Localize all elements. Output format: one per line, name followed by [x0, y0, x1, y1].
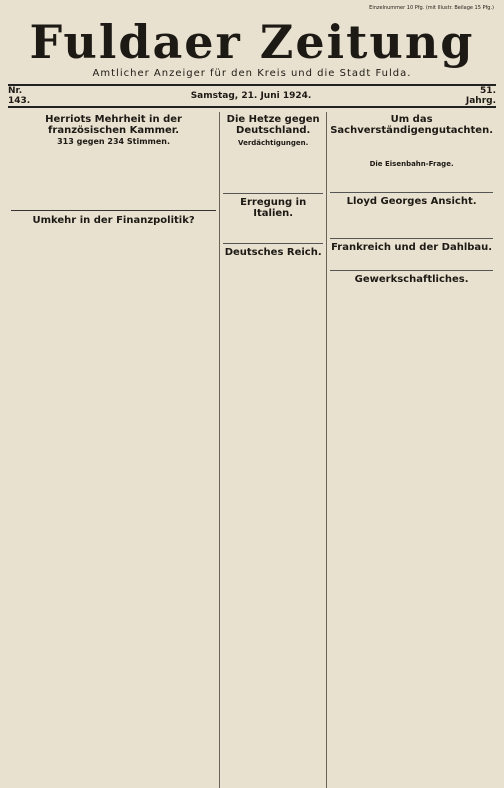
- headline-dahlbau: Frankreich und der Dahlbau.: [331, 241, 493, 253]
- rundfunk-section: [11, 210, 216, 256]
- finanz-body: [11, 227, 216, 256]
- issue-infobar: [8, 84, 496, 108]
- italien-text: [223, 220, 323, 240]
- divider: [223, 243, 323, 244]
- headline-hetze: Die Hetze gegen Deutschland.: [226, 114, 320, 136]
- divider: [330, 192, 493, 193]
- hetze-text: [223, 148, 323, 190]
- issue-date: Samstag, 21. Juni 1924.: [190, 91, 312, 101]
- lloyd-text: [330, 208, 493, 235]
- headline-finanzpolitik: Umkehr in der Finanzpolitik?: [32, 215, 195, 227]
- lede-herriot: 313 gegen 234 Stimmen.: [57, 137, 171, 146]
- eisenbahn-text: [330, 169, 493, 189]
- divider: [330, 238, 493, 239]
- finanz-text-a: [11, 227, 111, 256]
- price-note: Einzelnummer 10 Pfg. (mit Illustr. Beilage 15 Pfg.): [369, 5, 494, 11]
- volume-year: 51. Jahrg.: [465, 86, 496, 106]
- headline-italien: Erregung in Italien.: [240, 196, 307, 219]
- subhead-eisenbahn: Die Eisenbahn-Frage.: [369, 159, 454, 168]
- divider: [330, 270, 493, 271]
- herriot-text-b: [117, 148, 217, 206]
- gewerkschaft-text: [330, 286, 493, 299]
- headline-gewerkschaft: Gewerkschaftliches.: [354, 273, 469, 285]
- headline-herriot: Herriots Mehrheit in der französischen Kammer.: [45, 114, 182, 136]
- column-right: [326, 112, 496, 788]
- herriot-body: [11, 148, 216, 206]
- column-middle: [219, 112, 326, 788]
- masthead-subtitle: Amtlicher Anzeiger für den Kreis und die Stadt Fulda.: [92, 68, 412, 79]
- issue-number: Nr. 143.: [8, 86, 31, 106]
- headline-deutsches-reich: Deutsches Reich.: [224, 246, 322, 258]
- herriot-text-a: [11, 148, 111, 206]
- subhead-hetze: Verdächtigungen.: [238, 139, 309, 147]
- headline-sachverstaendigen: Um das Sachverständigengutachten.: [330, 114, 494, 136]
- column-left: [8, 112, 219, 788]
- article-columns: [8, 112, 496, 788]
- divider: [223, 193, 323, 194]
- sachverstaendigen-text: [330, 137, 493, 157]
- reich-text: [223, 259, 323, 286]
- masthead-title: Fuldaer Zeitung: [29, 15, 475, 69]
- finanz-text-b: [117, 227, 217, 256]
- dahlbau-text: [330, 254, 493, 267]
- headline-lloyd-george: Lloyd Georges Ansicht.: [346, 195, 477, 207]
